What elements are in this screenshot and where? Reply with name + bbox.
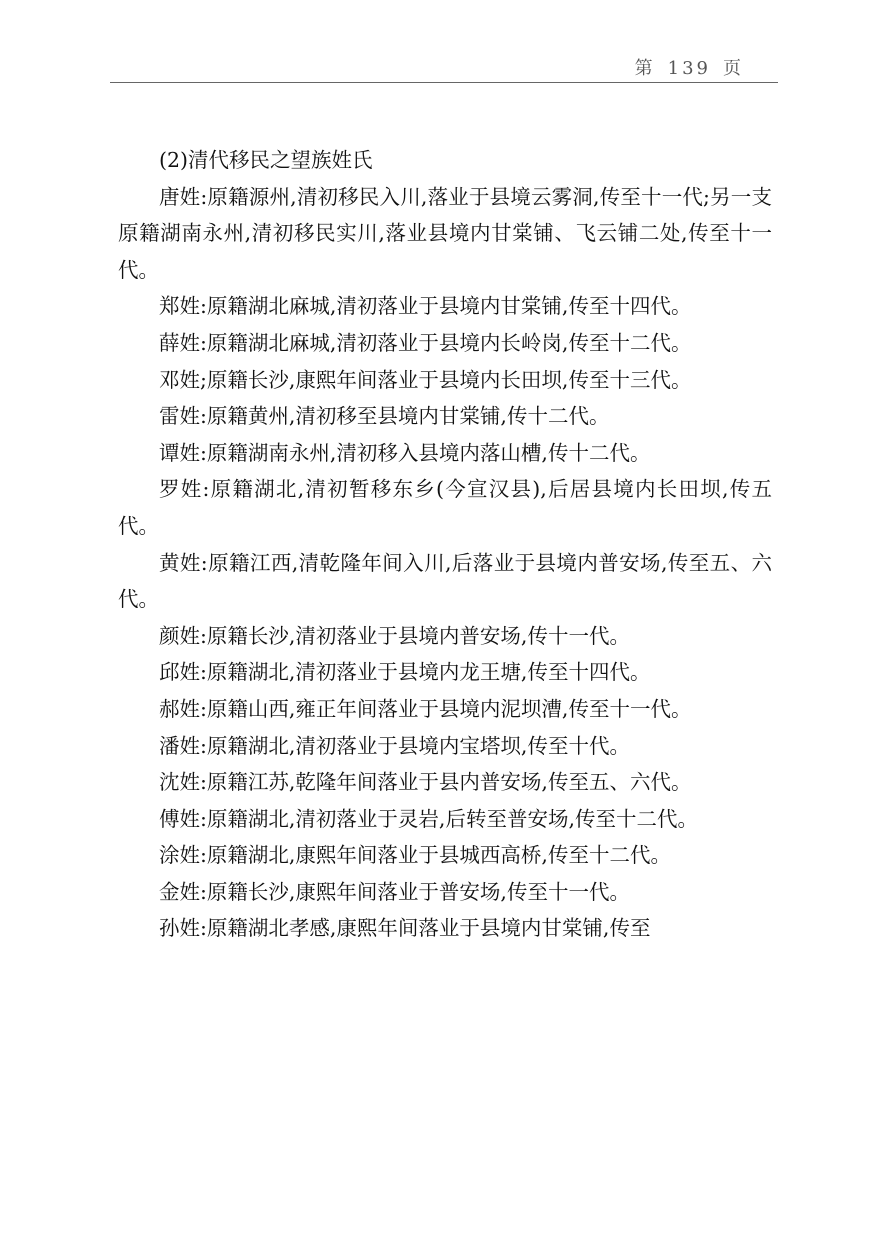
paragraph-lei: 雷姓:原籍黄州,清初移至县境内甘棠铺,传十二代。 <box>159 404 610 429</box>
paragraph-hao: 郝姓:原籍山西,雍正年间落业于县境内泥坝漕,传至十一代。 <box>159 696 692 721</box>
page-number-value: 139 <box>667 58 711 79</box>
paragraph-tan: 谭姓:原籍湖南永州,清初移入县境内落山槽,传十二代。 <box>159 440 651 465</box>
paragraph-shen: 沈姓:原籍江苏,乾隆年间落业于县内普安场,传至五、六代。 <box>159 770 692 795</box>
section-title: (2)清代移民之望族姓氏 <box>159 148 373 172</box>
paragraph-jin: 金姓:原籍长沙,康熙年间落业于普安场,传至十一代。 <box>159 879 630 904</box>
page-number <box>623 54 744 80</box>
page-header <box>110 50 778 83</box>
paragraph-qiu: 邱姓:原籍湖北,清初落业于县境内龙王塘,传至十四代。 <box>159 660 651 685</box>
page-suffix: 页 <box>723 58 744 79</box>
page-prefix: 第 <box>634 58 656 79</box>
paragraph-luo: 罗姓:原籍湖北,清初暂移东乡(今宣汉县),后居县境内长田坝,传五代。 <box>118 477 772 538</box>
paragraph-zheng: 郑姓:原籍湖北麻城,清初落业于县境内甘棠铺,传至十四代。 <box>159 294 692 319</box>
paragraph-pan: 潘姓:原籍湖北,清初落业于县境内宝塔坝,传至十代。 <box>159 733 630 758</box>
paragraph-deng: 邓姓;原籍长沙,康熙年间落业于县境内长田坝,传至十三代。 <box>159 367 692 392</box>
paragraph-tang: 唐姓:原籍源州,清初移民入川,落业于县境云雾洞,传至十一代;另一支原籍湖南永州,清初移民实川,落业县境内甘棠铺、飞云铺二处,传至十一代。 <box>118 184 772 282</box>
paragraph-sun: 孙姓:原籍湖北孝感,康熙年间落业于县境内甘棠铺,传至 <box>159 916 651 941</box>
paragraph-xue: 薛姓:原籍湖北麻城,清初落业于县境内长岭岗,传至十二代。 <box>159 330 692 355</box>
paragraph-fu: 傅姓:原籍湖北,清初落业于灵岩,后转至普安场,传至十二代。 <box>159 806 698 831</box>
paragraph-tu: 涂姓:原籍湖北,康熙年间落业于县城西高桥,传至十二代。 <box>159 843 671 868</box>
page-body <box>118 142 772 947</box>
paragraph-huang: 黄姓:原籍江西,清乾隆年间入川,后落业于县境内普安场,传至五、六代。 <box>118 550 772 612</box>
paragraph-yan: 颜姓:原籍长沙,清初落业于县境内普安场,传十一代。 <box>159 623 630 648</box>
